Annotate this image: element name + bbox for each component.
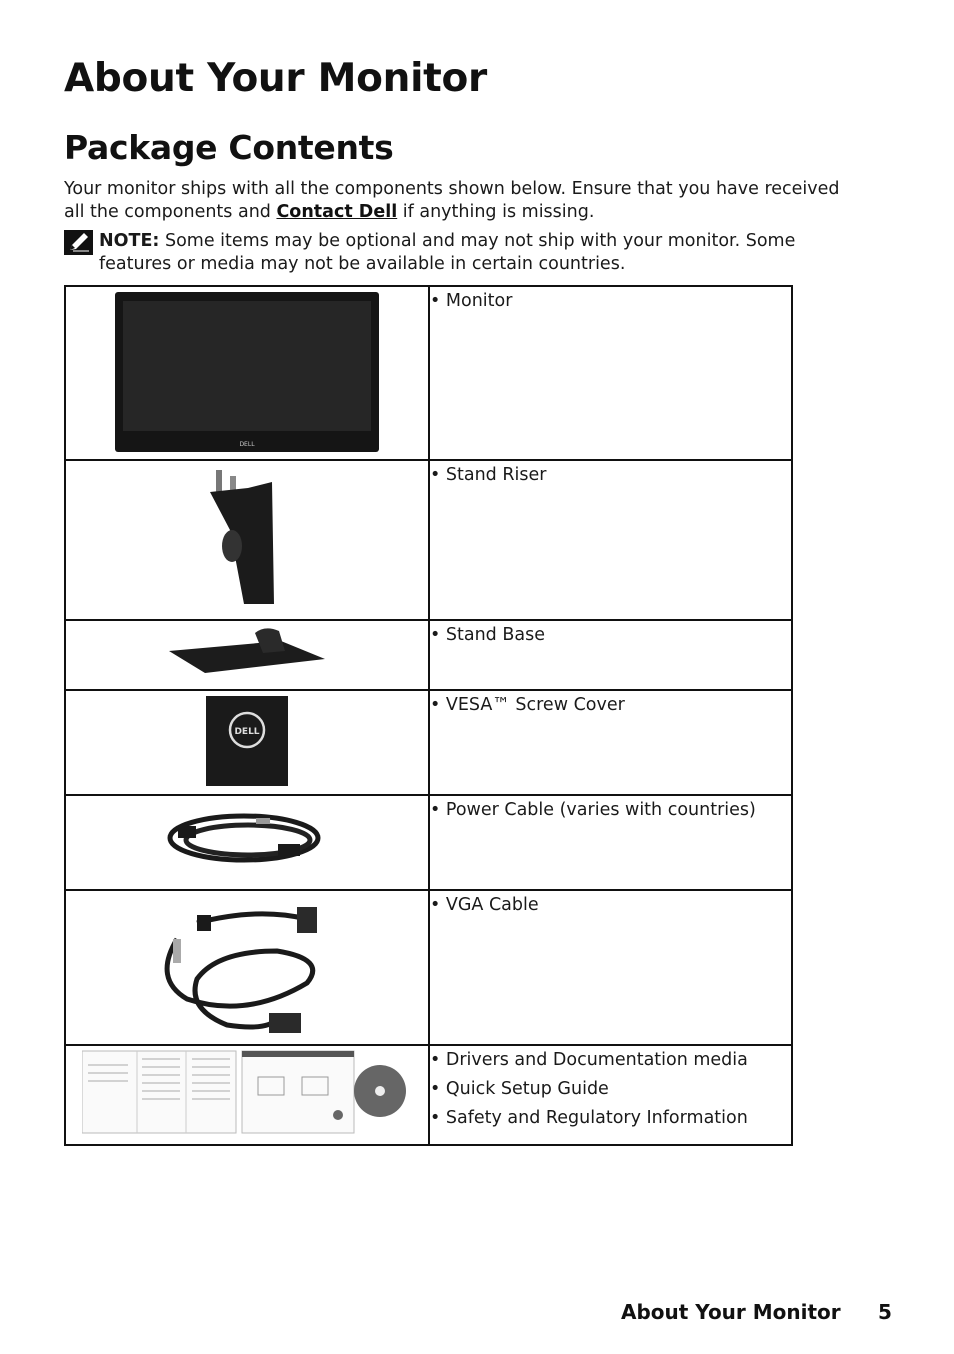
item-label: • VESA™ Screw Cover	[430, 695, 625, 715]
item-label: • Safety and Regulatory Information	[430, 1108, 748, 1128]
item-label: • Power Cable (varies with countries)	[430, 800, 756, 820]
table-row	[65, 460, 792, 620]
item-label: • Stand Base	[430, 625, 545, 645]
package-contents-table	[64, 285, 793, 1146]
vesa-screw-cover-image	[206, 696, 288, 786]
item-image-cell	[65, 795, 429, 890]
item-image-cell	[65, 460, 429, 620]
item-description-cell	[429, 620, 792, 690]
svg-text:DELL: DELL	[234, 727, 260, 737]
item-image-cell	[65, 1045, 429, 1145]
item-description-cell	[429, 286, 792, 460]
item-image-cell	[65, 286, 429, 460]
item-label: • Drivers and Documentation media	[430, 1050, 748, 1070]
item-label: • Monitor	[430, 291, 513, 311]
section-title: Package Contents	[64, 128, 394, 167]
footer-page-number: 5	[878, 1300, 892, 1324]
stand-base-image	[169, 625, 325, 675]
page-title: About Your Monitor	[64, 56, 487, 101]
monitor-image	[115, 292, 379, 452]
intro-paragraph	[64, 178, 844, 224]
item-label: • Quick Setup Guide	[430, 1079, 609, 1099]
note-block	[64, 230, 854, 276]
intro-text-end: if anything is missing.	[397, 202, 595, 222]
item-description-cell	[429, 890, 792, 1045]
item-image-cell	[65, 690, 429, 795]
item-label: • VGA Cable	[430, 895, 539, 915]
stand-riser-image	[202, 470, 292, 604]
table-row	[65, 620, 792, 690]
intro-text-start: Your monitor ships with all the components shown below. Ensure that you have received all the components and	[64, 179, 840, 222]
item-label: • Stand Riser	[430, 465, 547, 485]
item-description-cell	[429, 795, 792, 890]
note-label: NOTE:	[99, 231, 160, 251]
table-row	[65, 795, 792, 890]
item-description-cell	[429, 1045, 792, 1145]
table-row	[65, 890, 792, 1045]
item-image-cell	[65, 620, 429, 690]
table-row	[65, 286, 792, 460]
item-image-cell	[65, 890, 429, 1045]
svg-text:DELL: DELL	[239, 441, 255, 448]
note-text: Some items may be optional and may not ship with your monitor. Some features or media may not be available in certain countries.	[99, 231, 796, 274]
documentation-image	[82, 1049, 412, 1137]
note-pencil-icon	[64, 230, 93, 255]
vga-cable-image	[157, 899, 337, 1035]
table-row	[65, 1045, 792, 1145]
footer-section-title: About Your Monitor	[621, 1300, 841, 1324]
item-description-cell	[429, 460, 792, 620]
power-cable-image	[166, 808, 328, 868]
table-row	[65, 690, 792, 795]
item-description-cell	[429, 690, 792, 795]
contact-dell-link[interactable]: Contact Dell	[276, 202, 398, 222]
